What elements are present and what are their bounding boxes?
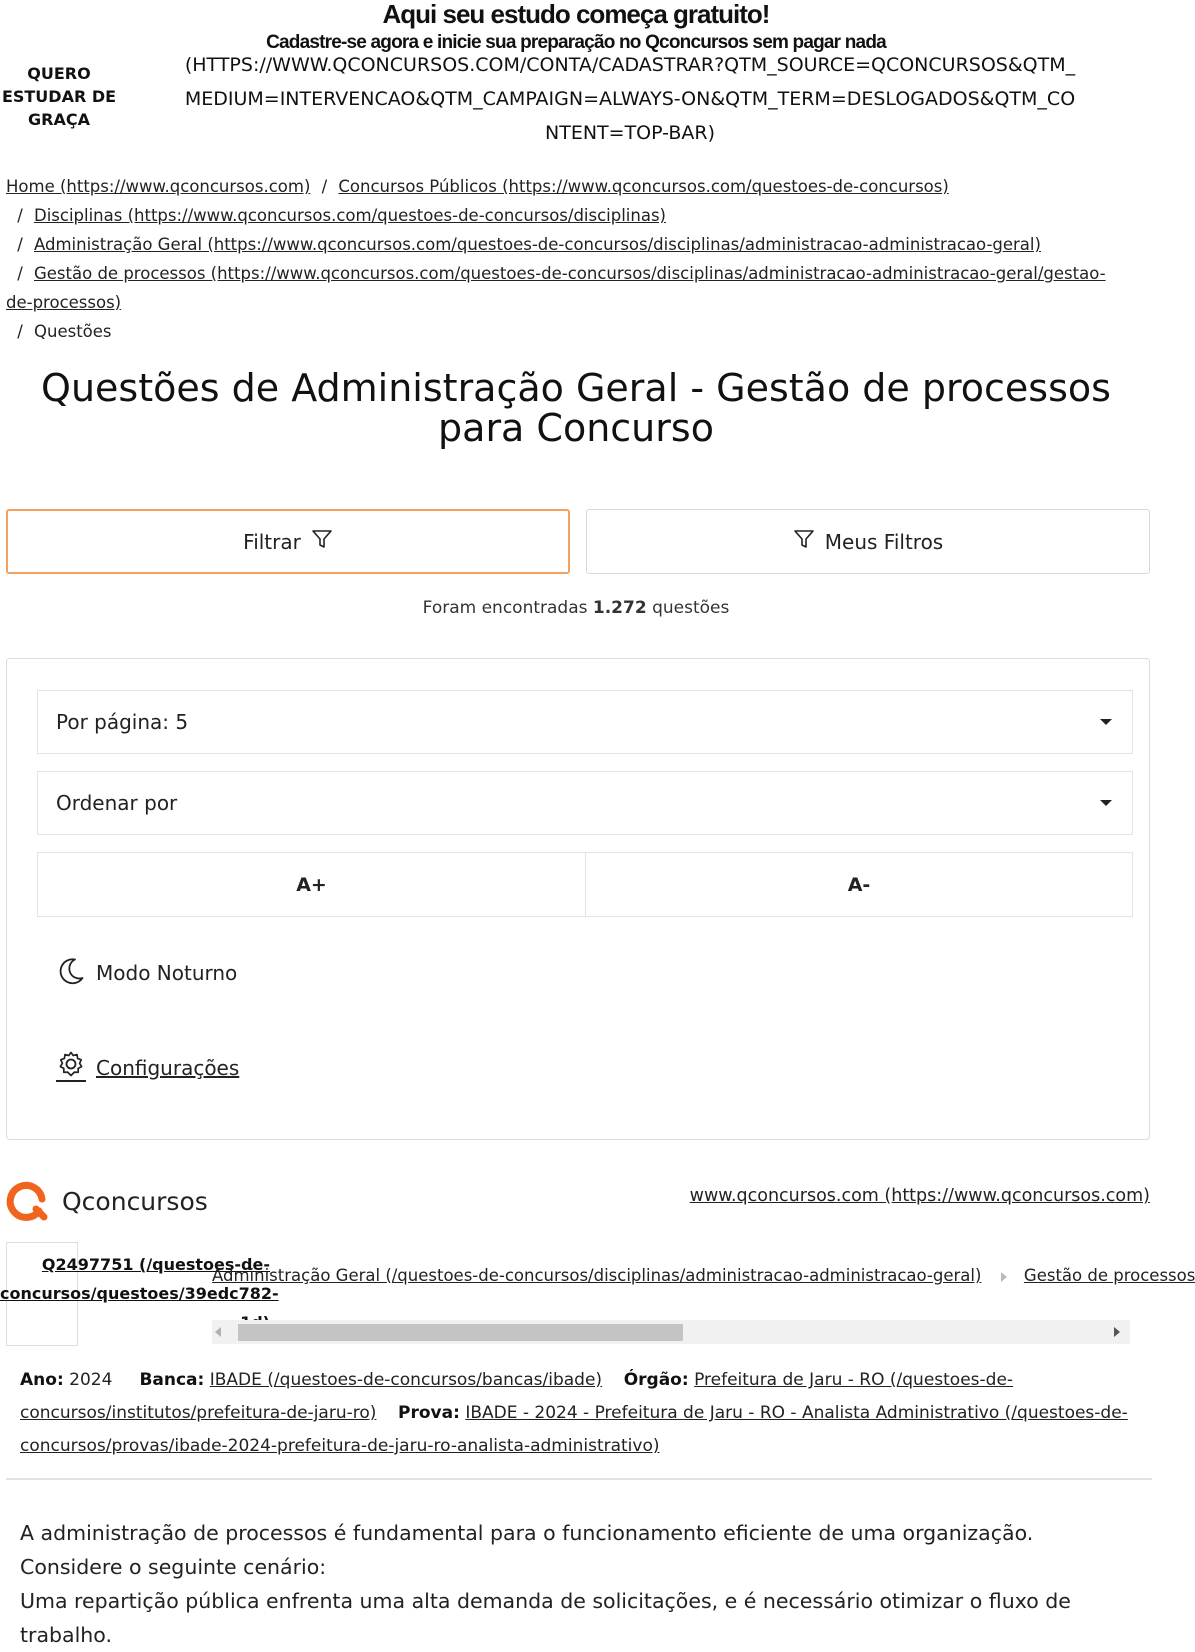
font-increase-button[interactable]: A+ xyxy=(37,852,586,917)
question-text-paragraph: A administração de processos é fundamental para o funcionamento eficiente de uma organização. Considere o seguinte cenário: xyxy=(20,1521,1034,1579)
subtopic-link[interactable]: Gestão de processos xyxy=(1023,1266,1195,1285)
caret-down-icon xyxy=(1100,719,1112,725)
settings-label: Configurações xyxy=(96,1056,240,1080)
caret-down-icon xyxy=(1100,800,1112,806)
order-by-select[interactable] xyxy=(37,771,1133,835)
funnel-icon xyxy=(793,528,815,555)
board-link[interactable]: IBADE (/questoes-de-concursos/bancas/ibade) xyxy=(209,1370,603,1390)
breadcrumb-separator: / xyxy=(17,264,23,283)
result-count-prefix: Foram encontradas xyxy=(422,598,588,618)
board-label: Banca: xyxy=(139,1370,205,1390)
chevron-right-icon xyxy=(1001,1272,1007,1282)
question-subject-path xyxy=(212,1266,1195,1296)
promo-title: Aqui seu estudo começa gratuito! xyxy=(382,0,770,29)
page-title: Questões de Administração Geral - Gestão de processos para Concurso xyxy=(41,366,1111,450)
question-text-paragraph: Uma repartição pública enfrenta uma alta demanda de solicitações, e é necessário otimizar o fluxo de trabalho. xyxy=(20,1589,1071,1647)
breadcrumb-general-admin[interactable]: Administração Geral (https://www.qconcursos.com/questoes-de-concursos/disciplinas/administracao-administracao-geral) xyxy=(34,235,1041,254)
breadcrumb-process-management[interactable]: Gestão de processos (https://www.qconcursos.com/questoes-de-concursos/disciplinas/administracao-administracao-geral/gestao-de-processos) xyxy=(6,264,1106,312)
breadcrumb-home[interactable]: Home (https://www.qconcursos.com) xyxy=(6,177,311,196)
filter-button[interactable] xyxy=(6,509,570,574)
subject-link[interactable]: Administração Geral (/questoes-de-concursos/disciplinas/administracao-administracao-geral) xyxy=(212,1266,982,1285)
site-link-text[interactable]: www.qconcursos.com (https://www.qconcursos.com) xyxy=(689,1186,1150,1206)
divider xyxy=(6,1478,1152,1480)
my-filters-button[interactable] xyxy=(586,509,1150,574)
per-page-value: Por página: 5 xyxy=(56,710,189,734)
breadcrumb-separator: / xyxy=(321,177,328,196)
breadcrumb-current: Questões xyxy=(34,322,112,341)
org-link[interactable]: Prefeitura de Jaru - RO (/questoes-de-concursos/institutos/prefeitura-de-jaru-ro) xyxy=(20,1370,1014,1423)
scrollbar-thumb[interactable] xyxy=(238,1324,683,1341)
font-decrease-button[interactable]: A- xyxy=(585,852,1133,917)
exam-link[interactable]: IBADE - 2024 - Prefeitura de Jaru - RO - Analista Administrativo (/questoes-de-concursos/provas/ibade-2024-prefeitura-de-jaru-ro-analista-administrativo) xyxy=(20,1403,1128,1456)
breadcrumb xyxy=(6,172,1130,346)
qconcursos-logo[interactable] xyxy=(6,1177,208,1225)
question-statement xyxy=(20,1516,1132,1652)
year-label: Ano: xyxy=(20,1370,64,1390)
promo-subtitle: Cadastre-se agora e inicie sua preparação no Qconcursos sem pagar nada xyxy=(266,32,886,53)
per-page-select[interactable] xyxy=(37,690,1133,754)
order-by-value: Ordenar por xyxy=(56,791,178,815)
breadcrumb-separator: / xyxy=(17,322,23,341)
my-filters-label: Meus Filtros xyxy=(824,529,944,554)
org-label: Órgão: xyxy=(623,1370,689,1390)
breadcrumb-separator: / xyxy=(17,235,23,254)
result-count xyxy=(0,598,1152,618)
gear-icon xyxy=(56,1050,86,1087)
filter-button-label: Filtrar xyxy=(243,529,301,554)
result-count-number: 1.272 xyxy=(592,598,647,618)
study-free-cta[interactable]: QUERO ESTUDAR DE GRAÇA xyxy=(1,64,117,129)
question-id-link[interactable]: Q2497751 (/questoes-de-concursos/questoes/39edc782- xyxy=(0,1255,279,1303)
scroll-right-arrow-icon[interactable] xyxy=(1114,1327,1120,1337)
signup-top-bar[interactable] xyxy=(0,0,1152,144)
site-link[interactable] xyxy=(600,1186,1150,1206)
year-value: 2024 xyxy=(69,1370,113,1390)
breadcrumb-public-exams[interactable]: Concursos Públicos (https://www.qconcursos.com/questoes-de-concursos) xyxy=(338,177,949,196)
signup-url-text[interactable]: (HTTPS://WWW.QCONCURSOS.COM/CONTA/CADASTRAR?QTM_SOURCE=QCONCURSOS&QTM_MEDIUM=INTERVENCAO&QTM_CAMPAIGN=ALWAYS-ON&QTM_TERM=DESLOGADOS&QTM_CONTENT=TOP-BAR) xyxy=(184,54,1076,144)
night-mode-label: Modo Noturno xyxy=(96,961,238,985)
result-count-suffix: questões xyxy=(652,598,730,618)
breadcrumb-separator: / xyxy=(17,206,23,225)
exam-label: Prova: xyxy=(398,1403,460,1423)
question-metadata xyxy=(20,1364,1132,1463)
moon-icon xyxy=(56,956,86,991)
brand-name: Qconcursos xyxy=(62,1186,208,1216)
breadcrumb-disciplines[interactable]: Disciplinas (https://www.qconcursos.com/questoes-de-concursos/disciplinas) xyxy=(34,206,666,225)
funnel-icon xyxy=(311,528,333,555)
qconcursos-logo-icon xyxy=(6,1177,50,1225)
settings-link[interactable] xyxy=(56,1050,239,1086)
night-mode-toggle[interactable] xyxy=(56,955,237,991)
scroll-left-arrow-icon[interactable] xyxy=(215,1327,221,1337)
